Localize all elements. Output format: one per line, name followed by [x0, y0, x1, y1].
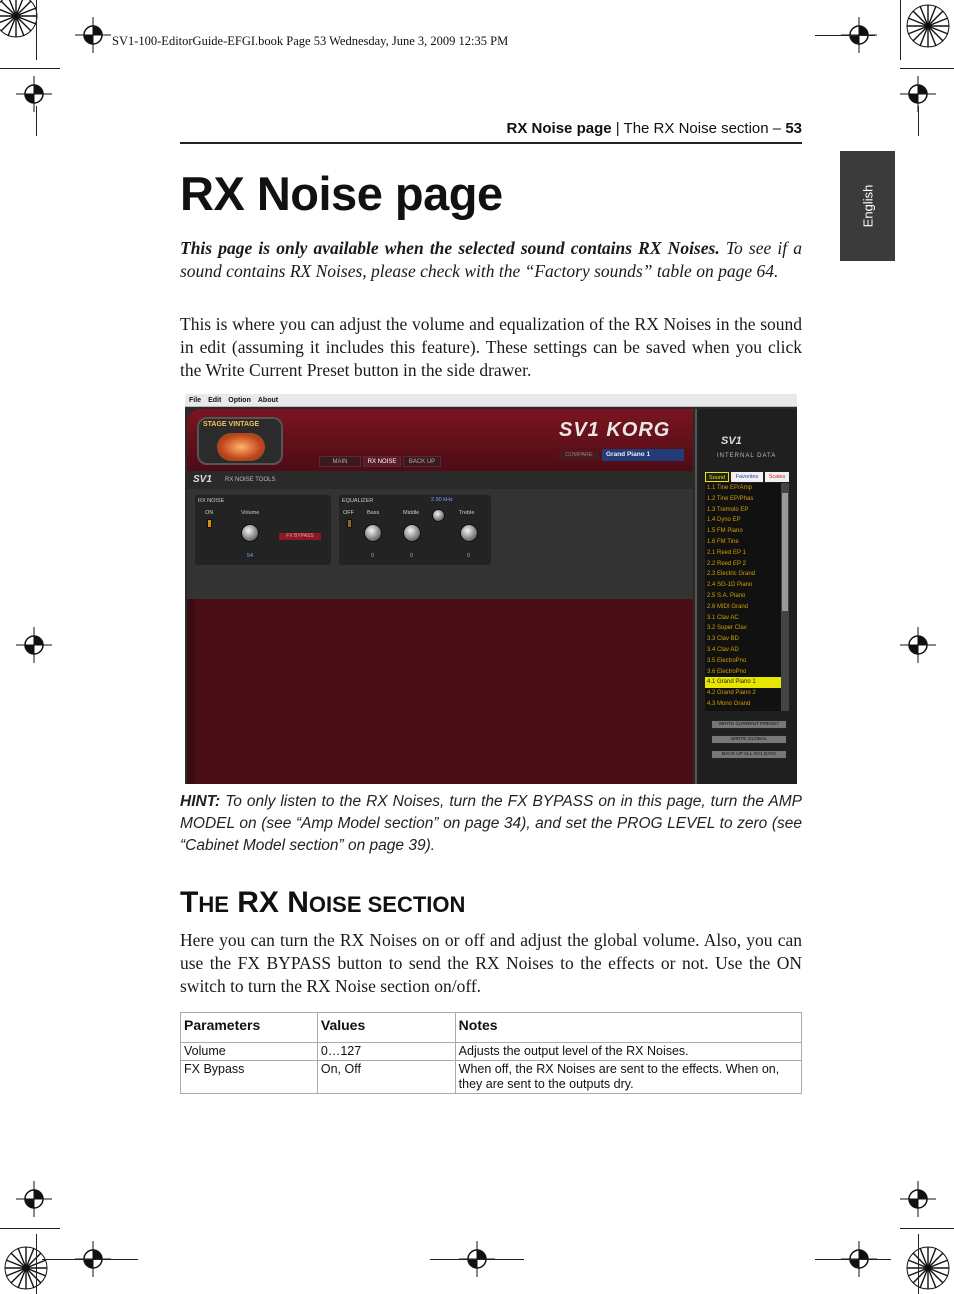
list-item[interactable]: 2.6 MIDI Grand	[707, 603, 749, 610]
table-cell: On, Off	[317, 1061, 455, 1094]
registration-mark	[900, 1181, 936, 1217]
middle-label: Middle	[403, 510, 420, 516]
crop-line	[36, 1234, 37, 1294]
list-item-selected[interactable]: 4.1 Grand Piano 1	[705, 677, 781, 688]
internal-data-title: INTERNAL DATA	[717, 453, 777, 459]
crop-sunburst-bottom-left	[4, 1246, 48, 1290]
sound-list-scrollbar[interactable]	[781, 483, 789, 711]
middle-value: 0	[410, 553, 414, 559]
list-item[interactable]: 4.2 Grand Piano 2	[707, 690, 756, 697]
header-rule	[180, 142, 802, 144]
rx-noise-panel-title: RX NOISE	[198, 498, 225, 504]
list-item[interactable]: 3.6 ElectroPno	[707, 668, 747, 675]
rx-on-switch[interactable]	[207, 519, 212, 528]
table-row	[181, 1043, 802, 1061]
crop-line	[918, 106, 919, 136]
crop-line	[900, 68, 954, 69]
panel-area	[187, 489, 693, 599]
brand-label: STAGE VINTAGE	[203, 421, 260, 428]
table-cell: Volume	[181, 1043, 318, 1061]
section-title-part: OISE SECTION	[308, 892, 466, 917]
crop-sunburst-top-right	[906, 4, 950, 48]
rx-noise-panel	[195, 495, 331, 565]
crop-line	[36, 0, 37, 60]
menu-edit[interactable]: Edit	[208, 397, 222, 404]
table-row	[181, 1061, 802, 1094]
back-up-all-button[interactable]: BACK UP ALL SV1 DATA	[711, 750, 787, 759]
crop-line	[430, 1259, 524, 1260]
crop-line	[36, 106, 37, 136]
parameters-table	[180, 1012, 802, 1094]
list-item[interactable]: 1.1 Tine EP/Amp	[707, 485, 753, 491]
list-item[interactable]: 4.3 Mono Grand	[707, 700, 751, 707]
list-item[interactable]: 2.5 S.A. Piano	[707, 592, 746, 599]
crop-line	[815, 1259, 891, 1260]
list-item[interactable]: 2.1 Reed EP 1	[707, 549, 746, 556]
write-global-button[interactable]: WRITE GLOBAL	[711, 735, 787, 744]
list-item[interactable]: 3.3 Clav BD	[707, 636, 740, 643]
sv1-small-logo: SV1	[193, 474, 212, 485]
section-title-part: HE	[198, 892, 229, 917]
compare-button[interactable]: COMPARE	[559, 450, 599, 460]
treble-label: Treble	[459, 510, 475, 516]
menu-option[interactable]: Option	[228, 397, 251, 404]
rx-noise-screenshot	[185, 394, 797, 784]
list-item[interactable]: 2.2 Reed EP 2	[707, 560, 746, 567]
empty-panel-area	[195, 599, 693, 784]
sv1-korg-logo: SV1 KORG	[559, 419, 671, 441]
section-title	[180, 886, 465, 920]
hint-text: To only listen to the RX Noises, turn the FX BYPASS on in this page, turn the AMP MODEL on (see “Amp Model section” on page 34), and set the PROG LEVEL to zero (see “Cabinet Model section” on page 39).	[180, 793, 802, 854]
scrollbar-thumb[interactable]	[782, 493, 788, 611]
running-header	[180, 120, 802, 137]
table-header: Values	[317, 1013, 455, 1043]
crop-sunburst-top-left	[0, 0, 38, 38]
bass-value: 0	[371, 553, 375, 559]
menu-about[interactable]: About	[257, 397, 279, 404]
side-drawer	[695, 409, 797, 784]
write-current-preset-button[interactable]: WRITE CURRENT PRESET	[711, 720, 787, 729]
page-number: 53	[785, 120, 802, 137]
eq-off-label: OFF	[343, 510, 354, 516]
list-item[interactable]: 3.4 Clav AD	[707, 646, 739, 653]
language-tab-label: English	[860, 184, 875, 228]
running-header-section: The RX Noise section	[623, 120, 769, 137]
hint-label: HINT:	[180, 793, 221, 810]
menu-file[interactable]: File	[189, 397, 202, 404]
page-title: RX Noise page	[180, 167, 503, 220]
registration-mark	[16, 627, 52, 663]
equalizer-panel	[339, 495, 491, 565]
menu-bar	[185, 394, 797, 407]
side-tab-scales[interactable]: Scales	[765, 472, 789, 482]
stage-vintage-logo	[197, 417, 283, 465]
tab-rx-noise[interactable]: RX NOISE	[363, 456, 401, 467]
table-header: Parameters	[181, 1013, 318, 1043]
list-item[interactable]: 3.2 Super Clav	[707, 625, 747, 632]
preset-name-display: Grand Piano 1	[602, 449, 684, 461]
tab-back-up[interactable]: BACK UP	[403, 456, 441, 467]
section-title-part: RX	[228, 886, 288, 919]
description-paragraph: This is where you can adjust the volume and equalization of the RX Noises in the sound in edit (assuming it includes this feature). These settings can be saved when you click the Write Current Preset button in the side drawer.	[180, 314, 802, 380]
treble-knob[interactable]	[460, 524, 478, 542]
table-cell: When off, the RX Noises are sent to the effects. When on, they are sent to the outputs dry.	[455, 1061, 801, 1094]
editor-header	[187, 409, 693, 471]
eq-frequency: 2.90 kHz	[431, 497, 453, 503]
side-tabs	[705, 472, 789, 482]
eq-on-switch[interactable]	[347, 519, 352, 528]
table-cell: Adjusts the output level of the RX Noises.	[455, 1043, 801, 1061]
intro-bold: This page is only available when the selected sound contains RX Noises.	[180, 238, 720, 258]
crop-line	[0, 68, 60, 69]
language-tab	[840, 151, 895, 261]
tab-main[interactable]: MAIN	[319, 456, 361, 467]
list-item[interactable]: 1.4 Dyno EP	[707, 517, 741, 524]
list-item[interactable]: 1.6 FM Tine	[707, 538, 739, 545]
equalizer-panel-title: EQUALIZER	[342, 498, 374, 504]
crop-sunburst-bottom-right	[906, 1246, 950, 1290]
section-body: Here you can turn the RX Noises on or off and adjust the global volume. Also, you can use the FX BYPASS button to send the RX Noises to the effects or not. Use the ON switch to turn the RX Noise section on/off.	[180, 930, 802, 996]
volume-label: Volume	[241, 510, 260, 516]
intro-rest: To see if a sound contains RX Noises, please check with the “Factory sounds” table on page 64.	[180, 238, 802, 281]
crop-line	[815, 35, 875, 36]
hint-paragraph	[180, 791, 802, 857]
registration-mark	[16, 1181, 52, 1217]
crop-line	[918, 1234, 919, 1294]
bass-knob[interactable]	[364, 524, 382, 542]
list-item[interactable]: 3.5 ElectroPno	[707, 657, 747, 664]
intro-paragraph	[180, 237, 802, 283]
side-tab-sound[interactable]: Sound	[705, 472, 729, 482]
table-cell: 0…127	[317, 1043, 455, 1061]
list-item[interactable]: 1.3 Tremolo EP	[707, 506, 749, 513]
car-image-icon	[217, 433, 265, 461]
table-cell: FX Bypass	[181, 1061, 318, 1094]
rx-on-label: ON	[205, 510, 214, 516]
running-header-chapter: RX Noise page	[506, 120, 612, 137]
crop-line	[42, 1259, 138, 1260]
tools-title: RX NOISE TOOLS	[225, 477, 276, 483]
frequency-knob[interactable]	[432, 509, 445, 522]
list-item[interactable]: 3.1 Clav AC	[707, 614, 739, 621]
middle-knob[interactable]	[403, 524, 421, 542]
editor-main-frame	[187, 409, 693, 784]
running-header-separator: |	[611, 120, 624, 137]
running-header-dash: –	[768, 120, 786, 137]
volume-value: 54	[247, 553, 254, 559]
list-item[interactable]: 1.5 FM Piano	[707, 528, 743, 535]
registration-mark	[16, 76, 52, 112]
crop-line	[900, 0, 901, 60]
section-title-part: T	[180, 886, 199, 919]
sound-list[interactable]	[705, 483, 781, 711]
side-tab-favorites[interactable]: Favorites	[731, 472, 763, 482]
print-info: SV1-100-EditorGuide-EFGI.book Page 53 Wednesday, June 3, 2009 12:35 PM	[112, 34, 509, 48]
list-item[interactable]: 2.3 Electric Grand	[707, 571, 756, 578]
treble-value: 0	[467, 553, 471, 559]
list-item[interactable]: 1.2 Tine EP/Phas	[707, 495, 754, 502]
fx-bypass-button[interactable]: FX BYPASS	[279, 533, 321, 540]
crop-line	[900, 1228, 954, 1229]
list-item[interactable]: 2.4 SG-1D Piano	[707, 582, 753, 589]
registration-mark	[75, 17, 111, 53]
bass-label: Bass	[367, 510, 380, 516]
rx-noise-tools-bar	[187, 471, 693, 489]
registration-mark	[900, 627, 936, 663]
table-header: Notes	[455, 1013, 801, 1043]
table-header-row	[181, 1013, 802, 1043]
section-title-part: N	[287, 886, 309, 919]
volume-knob[interactable]	[241, 524, 259, 542]
crop-line	[0, 1228, 60, 1229]
sv1-side-logo: SV1	[721, 435, 742, 447]
